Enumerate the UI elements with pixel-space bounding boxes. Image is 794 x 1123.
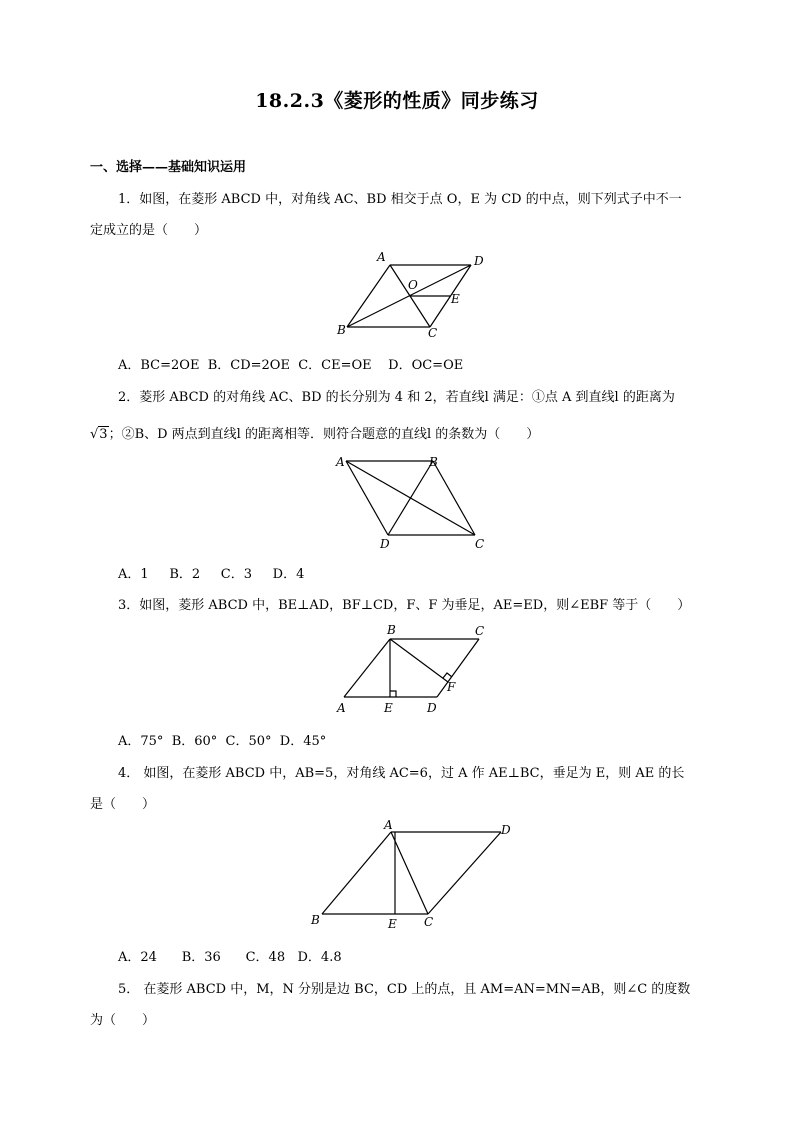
q3-side-ab	[344, 639, 390, 697]
q2-label-b: B	[429, 455, 438, 469]
q2-line2	[90, 423, 539, 442]
q4-figure	[305, 820, 525, 932]
q3-label-b: B	[387, 623, 396, 637]
q4-options: A．24 B．36 C．48 D．4.8	[118, 950, 342, 965]
q2-side-bc	[433, 461, 475, 535]
q3-label-f: F	[447, 680, 456, 694]
q2-label-a: A	[336, 455, 345, 469]
q4-diag-ac	[391, 832, 428, 914]
q1-label-c: C	[428, 326, 438, 340]
q4-side-ba	[322, 832, 391, 914]
q1-label-d: D	[474, 254, 484, 268]
q2-radicand: 3	[99, 427, 108, 442]
q1-label-a: A	[377, 250, 386, 264]
q2-diag-bd	[388, 461, 433, 535]
q2-line1: 2．菱形 ABCD 的对角线 AC、BD 的长分别为 4 和 2，若直线l 满足：①点 A 到直线l 的距离为	[118, 390, 675, 405]
q3-label-a: A	[337, 701, 346, 715]
q3-line1: 3．如图，菱形 ABCD 中，BE⊥AD，BF⊥CD，F、F 为垂足，AE=ED，则∠EBF 等于（ ）	[118, 598, 691, 613]
q1-line2: 定成立的是（ ）	[90, 223, 208, 238]
q2-line2-rest: ；②B、D 两点到直线l 的距离相等．则符合题意的直线l 的条数为（ ）	[108, 427, 540, 442]
page-title: 18.2.3《菱形的性质》同步练习	[255, 90, 539, 112]
q5-line1: 5． 在菱形 ABCD 中，M，N 分别是边 BC，CD 上的点，且 AM=AN=MN=AB，则∠C 的度数	[118, 982, 691, 997]
q1-figure	[330, 248, 490, 340]
q2-label-d: D	[380, 537, 390, 551]
q1-label-e: E	[451, 292, 460, 306]
q4-label-a: A	[384, 818, 393, 832]
q3-label-d: D	[427, 701, 437, 715]
q4-side-dc	[428, 832, 501, 914]
q4-line1: 4． 如图，在菱形 ABCD 中，AB=5，对角线 AC=6，过 A 作 AE⊥BC，垂足为 E，则 AE 的长	[118, 766, 685, 781]
q2-label-c: C	[475, 537, 485, 551]
q1-options: A．BC=2OE B．CD=2OE C．CE=OE D．OC=OE	[118, 358, 464, 373]
q1-label-b: B	[337, 323, 346, 337]
q2-options: A．1 B．2 C．3 D．4	[118, 567, 305, 582]
q3-segment-bf	[390, 639, 448, 682]
q4-line2: 是（ ）	[90, 797, 156, 812]
q5-line2: 为（ ）	[90, 1013, 156, 1028]
q1-line1: 1．如图，在菱形 ABCD 中，对角线 AC、BD 相交于点 O，E 为 CD 的中点，则下列式子中不一	[118, 192, 682, 207]
q1-label-o: O	[408, 278, 418, 292]
q1-side-ba	[347, 265, 390, 327]
q3-options: A．75° B．60° C．50° D．45°	[118, 734, 327, 749]
q4-label-e: E	[388, 917, 397, 931]
q3-side-cd	[437, 639, 479, 697]
q3-right-angle-e	[390, 691, 396, 697]
q4-label-d: D	[501, 823, 511, 837]
q4-label-c: C	[424, 915, 434, 929]
section-heading: 一、选择——基础知识运用	[90, 160, 247, 175]
q3-label-c: C	[475, 624, 485, 638]
q3-label-e: E	[384, 701, 393, 715]
q2-side-da	[346, 461, 388, 535]
sqrt-symbol: √3	[90, 427, 108, 442]
q2-figure	[330, 452, 500, 552]
q4-label-b: B	[311, 913, 320, 927]
q3-figure	[330, 620, 500, 716]
